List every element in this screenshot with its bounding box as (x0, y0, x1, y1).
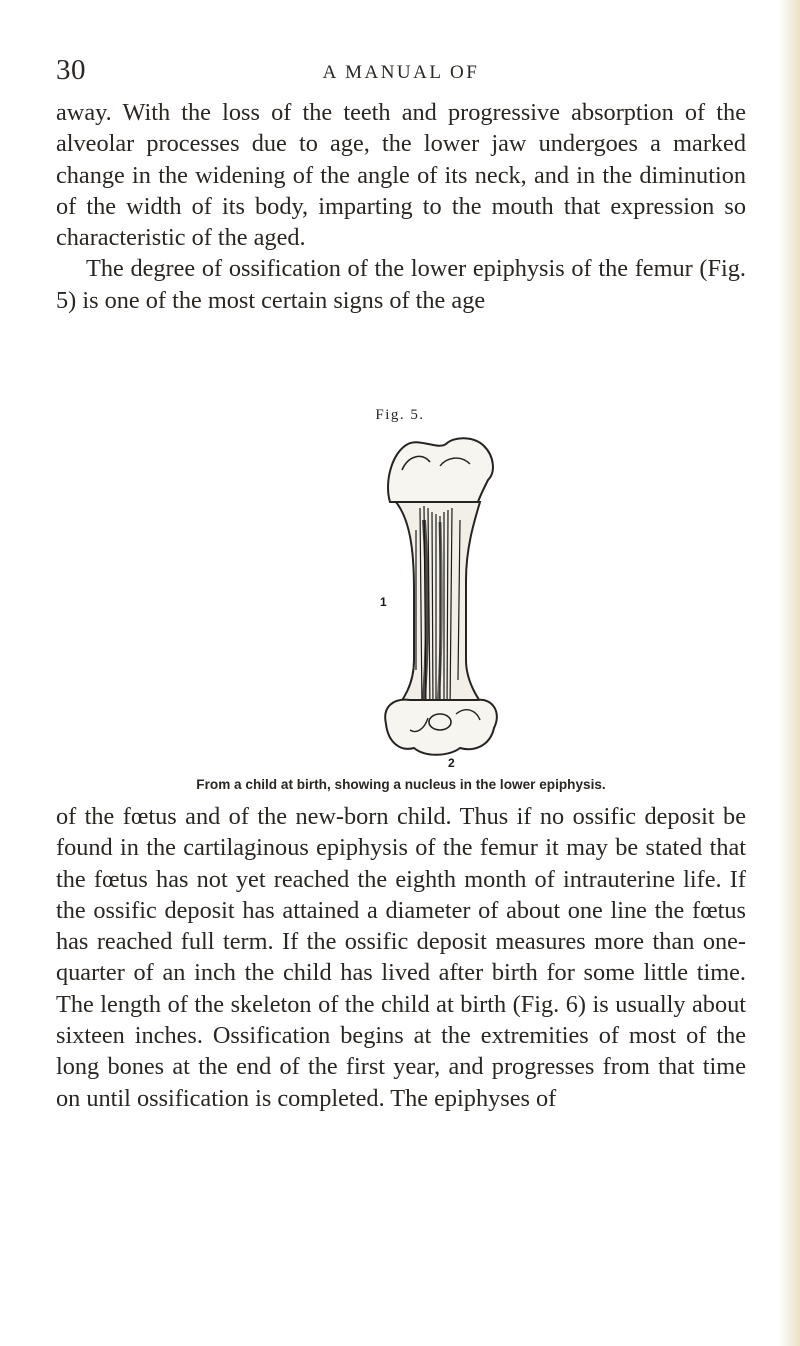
femur-illustration (380, 430, 520, 770)
figure-caption: From a child at birth, showing a nucleus in the lower epiphysis. (196, 777, 606, 792)
body-paragraph-3: of the fœtus and of the new-born child. Thus if no ossific deposit be found in the cartilaginous epiphysis of the femur it may be stated that the fœtus has not yet reached the eighth month of intrauterine life. If the ossific deposit has attained a diameter of about one line the fœtus has reached full term. If the ossific deposit measures more than one-quarter of an inch the child has lived after birth for some little time. The length of the skeleton of the child at birth (Fig. 6) is usually about sixteen inches. Ossification begins at the extremities of most of the long bones at the end of the first year, and progresses from that time on until ossification is completed. The epiphyses of (56, 803, 746, 1112)
paragraph-text-1: away. With the loss of the teeth and progressive absorption of the alveolar processes due to age, the lower jaw undergoes a marked change in the widening of the angle of its neck, and in the diminution of the width of its body, imparting to the mouth that expression so characteristic of the aged. (56, 99, 746, 252)
page-number: 30 (56, 54, 86, 86)
body-paragraph-1 (56, 97, 746, 316)
marker-1: 1 (380, 595, 387, 609)
running-head: A MANUAL OF (322, 62, 480, 83)
paragraph-text-2: The degree of ossification of the lower epiphysis of the femur (Fig. 5) is one of the most certain signs of the age (56, 255, 746, 314)
page-header (56, 54, 746, 90)
ossification-nucleus (429, 714, 451, 730)
marker-2: 2 (448, 756, 455, 770)
page-edge (778, 0, 800, 1346)
figure-label: Fig. 5. (375, 407, 425, 423)
upper-epiphysis (388, 438, 493, 502)
